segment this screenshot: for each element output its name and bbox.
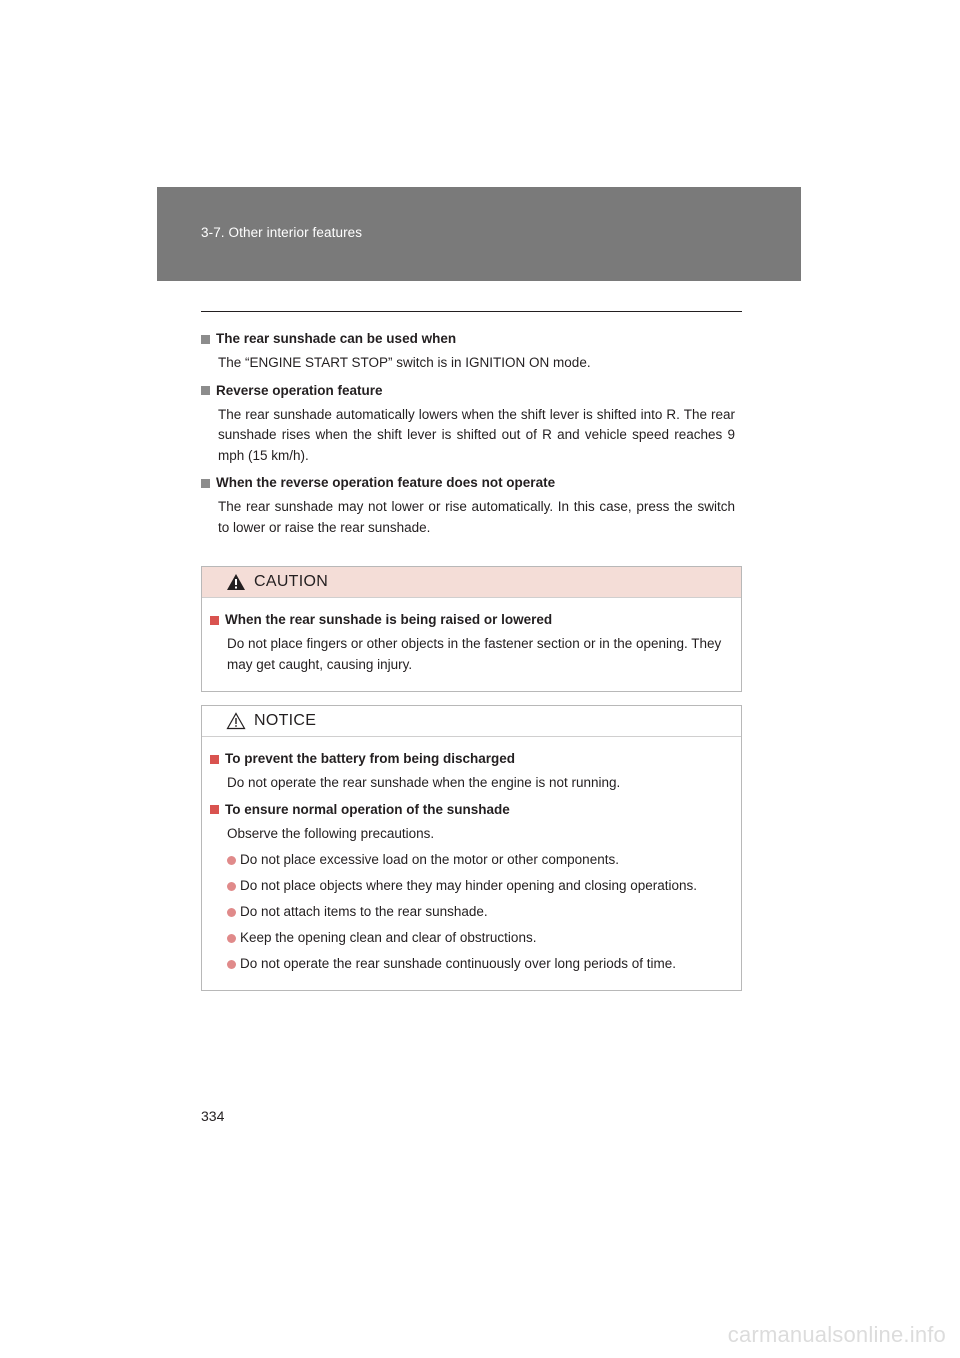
notice-body: Observe the following precautions. xyxy=(227,825,435,841)
watermark-link[interactable]: carmanualsonline.info xyxy=(727,1322,946,1347)
notice-heading: To ensure normal operation of the sunshade xyxy=(225,801,510,817)
note-heading: When the reverse operation feature does not operate xyxy=(216,475,556,490)
section-title: 3-7. Other interior features xyxy=(201,225,363,240)
caution-title: CAUTION xyxy=(254,573,329,590)
note-heading: The rear sunshade can be used when xyxy=(216,331,457,346)
notice-item xyxy=(210,749,741,794)
notice-box xyxy=(201,705,742,991)
notice-title: NOTICE xyxy=(254,712,317,729)
note-item xyxy=(201,473,742,538)
square-bullet-icon xyxy=(210,755,219,764)
note-body: The rear sunshade automatically lowers when the shift lever is shifted into R. The rear sunshade rises when the shift lever is shifted out of R and vehicle speed reaches 9 mph (15 km/h). xyxy=(218,406,735,463)
notice-header xyxy=(202,706,741,737)
square-bullet-icon xyxy=(201,386,210,395)
square-bullet-icon xyxy=(210,805,219,814)
notice-heading: To prevent the battery from being discharged xyxy=(225,751,516,766)
caution-item xyxy=(210,610,741,675)
note-body: The rear sunshade may not lower or rise automatically. In this case, press the switch to lower or raise the rear sunshade. xyxy=(218,499,735,535)
note-heading: Reverse operation feature xyxy=(216,382,383,398)
precaution-bullet: Do not operate the rear sunshade continuously over long periods of time. xyxy=(227,954,741,974)
round-bullet-icon xyxy=(227,934,236,943)
note-item xyxy=(201,329,742,374)
top-rule xyxy=(201,311,742,312)
round-bullet-icon xyxy=(227,856,236,865)
precaution-bullet: Do not place excessive load on the motor or other components. xyxy=(227,850,741,870)
warning-triangle-icon xyxy=(226,573,246,591)
round-bullet-icon xyxy=(227,908,236,917)
square-bullet-icon xyxy=(210,616,219,625)
note-body: The “ENGINE START STOP” switch is in IGNITION ON mode. xyxy=(218,355,591,370)
round-bullet-icon xyxy=(227,960,236,969)
caution-box xyxy=(201,566,742,692)
square-bullet-icon xyxy=(201,335,210,344)
caution-body: Do not place fingers or other objects in the fastener section or in the opening. They may get caught, causing injury. xyxy=(227,636,722,672)
note-item xyxy=(201,381,742,467)
round-bullet-icon xyxy=(227,882,236,891)
precaution-bullet: Do not place objects where they may hinder opening and closing operations. xyxy=(227,876,741,896)
notice-body: Do not operate the rear sunshade when the engine is not running. xyxy=(227,775,621,790)
square-bullet-icon xyxy=(201,479,210,488)
page-number: 334 xyxy=(201,1108,225,1124)
precaution-bullet: Do not attach items to the rear sunshade. xyxy=(227,902,741,922)
precaution-bullet: Keep the opening clean and clear of obstructions. xyxy=(227,928,741,948)
header-band xyxy=(157,187,801,281)
caution-header xyxy=(202,567,741,598)
warning-triangle-outline-icon xyxy=(226,712,246,730)
notice-item xyxy=(210,800,741,845)
notes-section xyxy=(201,329,742,545)
caution-heading: When the rear sunshade is being raised or lowered xyxy=(225,612,553,627)
